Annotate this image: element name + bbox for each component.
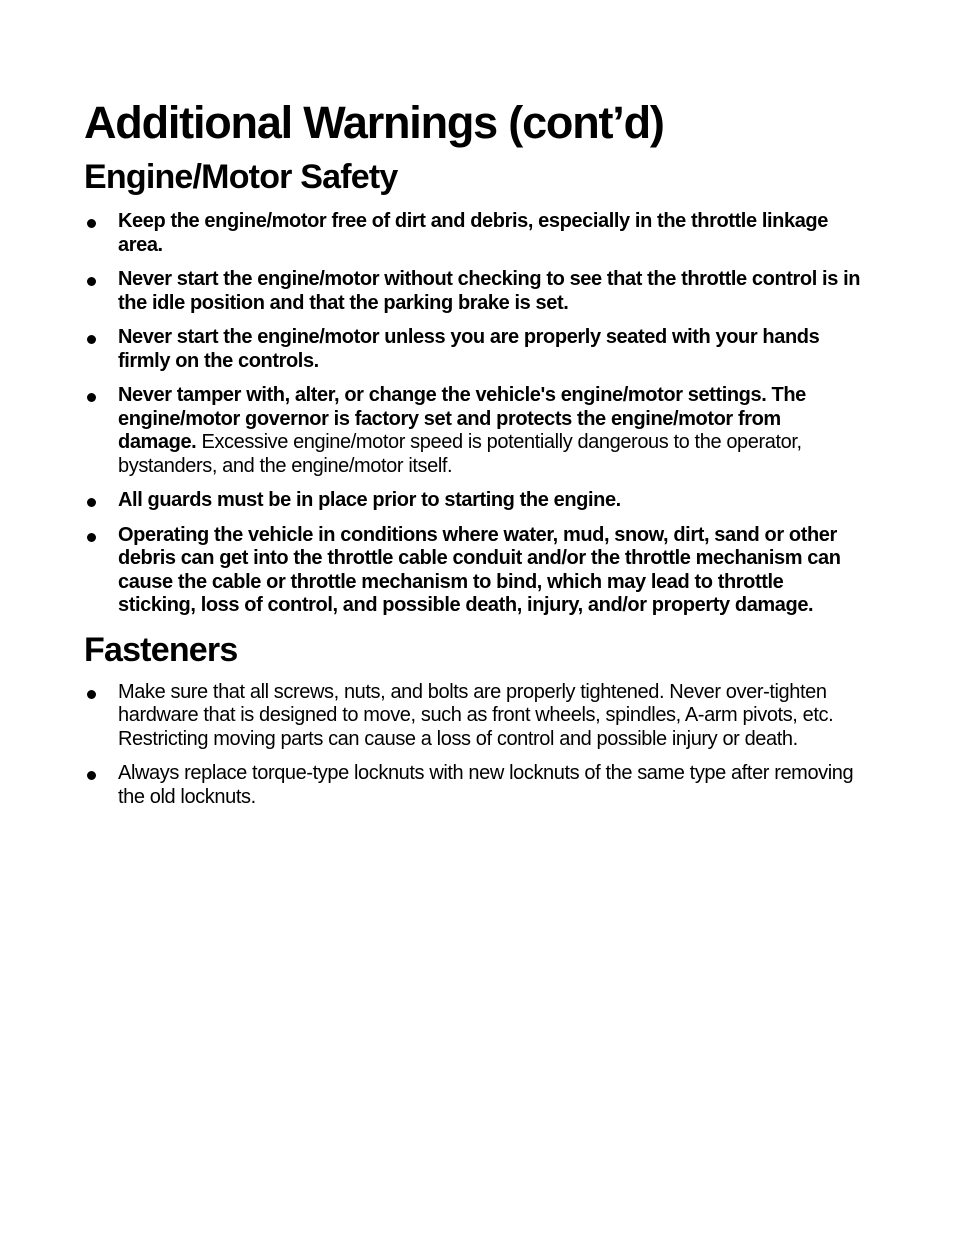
fasteners-list xyxy=(84,681,864,810)
section-heading-engine-motor-safety: Engine/Motor Safety xyxy=(84,158,398,196)
list-item-text-normal: Excessive engine/motor speed is potentially dangerous to the operator, bystanders, and the engine/motor itself. xyxy=(118,431,802,477)
list-item xyxy=(84,326,864,373)
document-page xyxy=(84,96,864,820)
engine-safety-list xyxy=(84,210,864,618)
list-item xyxy=(84,268,864,315)
bullet-icon xyxy=(87,498,96,507)
list-item-text: Keep the engine/motor free of dirt and debris, especially in the throttle linkage area. xyxy=(118,210,828,256)
bullet-icon xyxy=(87,219,96,228)
bullet-icon xyxy=(87,393,96,402)
list-item-text: All guards must be in place prior to starting the engine. xyxy=(118,489,621,511)
list-item xyxy=(84,489,864,513)
list-item-text-bold: Never tamper with, alter, or change the vehicle's engine/motor settings. The engine/motor governor is factory set and protects the engine/motor from damage. xyxy=(118,384,806,453)
list-item-text: Never start the engine/motor unless you are properly seated with your hands firmly on the controls. xyxy=(118,326,820,372)
list-item xyxy=(84,210,864,257)
bullet-icon xyxy=(87,335,96,344)
list-item-text: Make sure that all screws, nuts, and bolts are properly tightened. Never over-tighten hardware that is designed to move, such as front wheels, spindles, A-arm pivots, etc. Restricting moving parts can cause a loss of control and possible injury or death. xyxy=(118,680,834,750)
list-item-text: Operating the vehicle in conditions where water, mud, snow, dirt, sand or other debris can get into the throttle cable conduit and/or the throttle mechanism can cause the cable or throttle mechanism to bind, which may lead to throttle sticking, loss of control, and possible death, injury, and/or property damage. xyxy=(118,523,841,616)
bullet-icon xyxy=(87,771,96,780)
bullet-icon xyxy=(87,277,96,286)
list-item xyxy=(84,524,864,618)
bullet-icon xyxy=(87,533,96,542)
list-item-text: Always replace torque-type locknuts with new locknuts of the same type after removing the old locknuts. xyxy=(118,762,854,808)
list-item xyxy=(84,681,864,752)
list-item xyxy=(84,762,864,809)
section-heading-fasteners: Fasteners xyxy=(84,630,238,669)
bullet-icon xyxy=(87,690,96,699)
page-title: Additional Warnings (cont’d) xyxy=(84,97,664,148)
list-item xyxy=(84,384,864,478)
list-item-text: Never start the engine/motor without checking to see that the throttle control is in the idle position and that the parking brake is set. xyxy=(118,268,861,314)
